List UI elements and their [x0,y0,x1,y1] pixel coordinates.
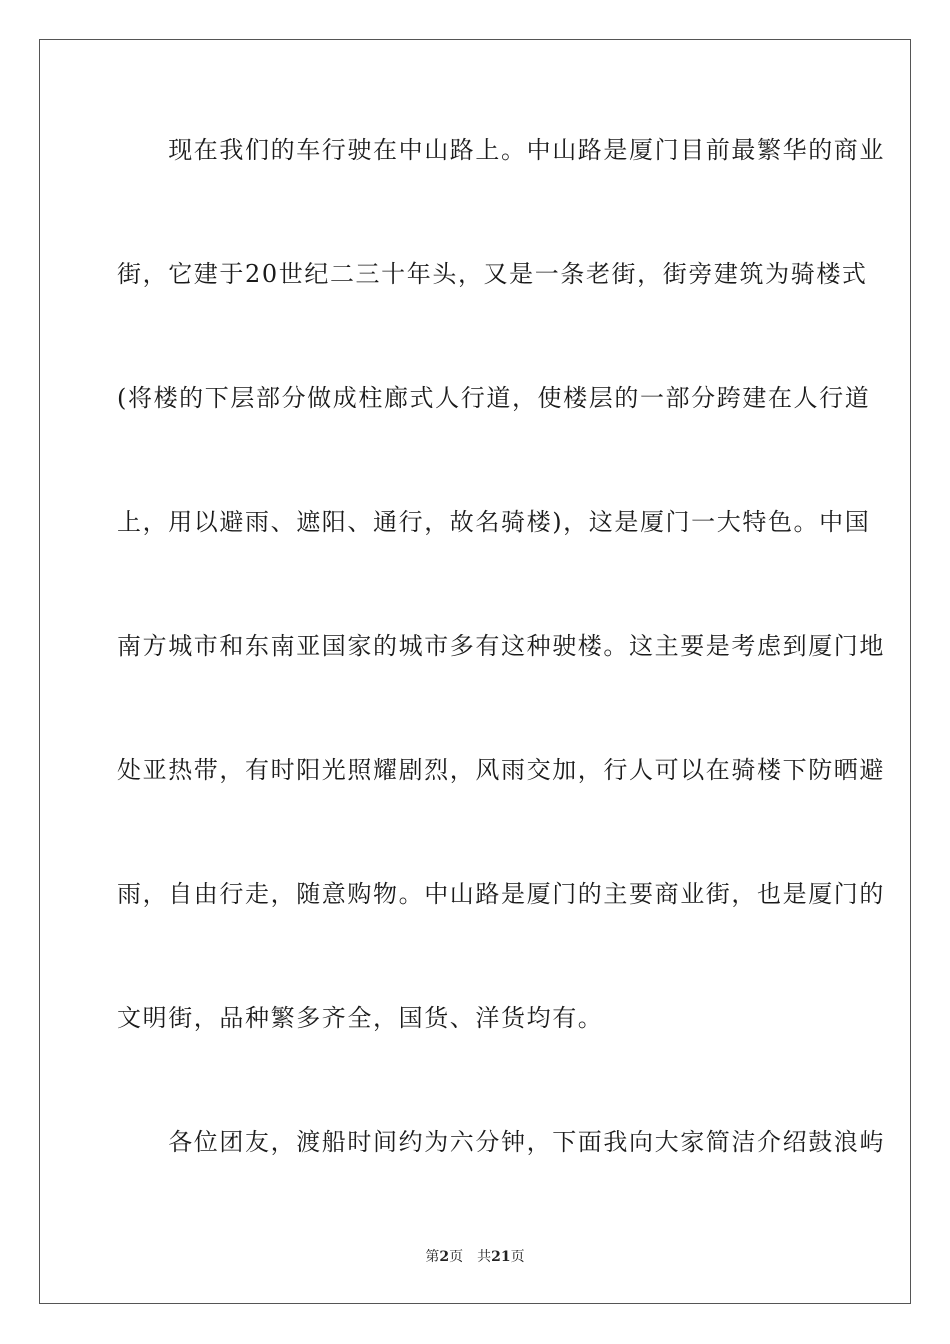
page-footer [0,1248,950,1266]
page-border [39,39,911,1304]
footer-page-number: 2 [439,1249,450,1265]
footer-total-pages: 21 [491,1249,511,1265]
footer-total-prefix: 共 [477,1249,492,1265]
paragraph-line-5: 南方城市和东南亚国家的城市多有这种驶楼。这主要是考虑到厦门地 [117,632,885,660]
footer-total-suffix: 页 [510,1249,525,1265]
paragraph-line-6: 处亚热带，有时阳光照耀剧烈，风雨交加，行人可以在骑楼下防晒避 [117,756,885,784]
footer-page-prefix: 第 [425,1249,440,1265]
paragraph-line-1: 现在我们的车行驶在中山路上。中山路是厦门目前最繁华的商业 [117,136,885,164]
paragraph-line-3: (将楼的下层部分做成柱廊式人行道，使楼层的一部分跨建在人行道 [117,384,871,412]
footer-page-suffix: 页 [449,1249,464,1265]
paragraph-line-8: 文明街，品种繁多齐全，国货、洋货均有。 [117,1004,604,1032]
paragraph-line-2: 街，它建于20世纪二三十年头，又是一条老街，街旁建筑为骑楼式 [117,260,868,288]
paragraph-line-9: 各位团友，渡船时间约为六分钟，下面我向大家简洁介绍鼓浪屿 [117,1128,885,1156]
paragraph-line-7: 雨，自由行走，随意购物。中山路是厦门的主要商业街，也是厦门的 [117,880,885,908]
paragraph-line-4: 上，用以避雨、遮阳、通行，故名骑楼)，这是厦门一大特色。中国 [117,508,871,536]
